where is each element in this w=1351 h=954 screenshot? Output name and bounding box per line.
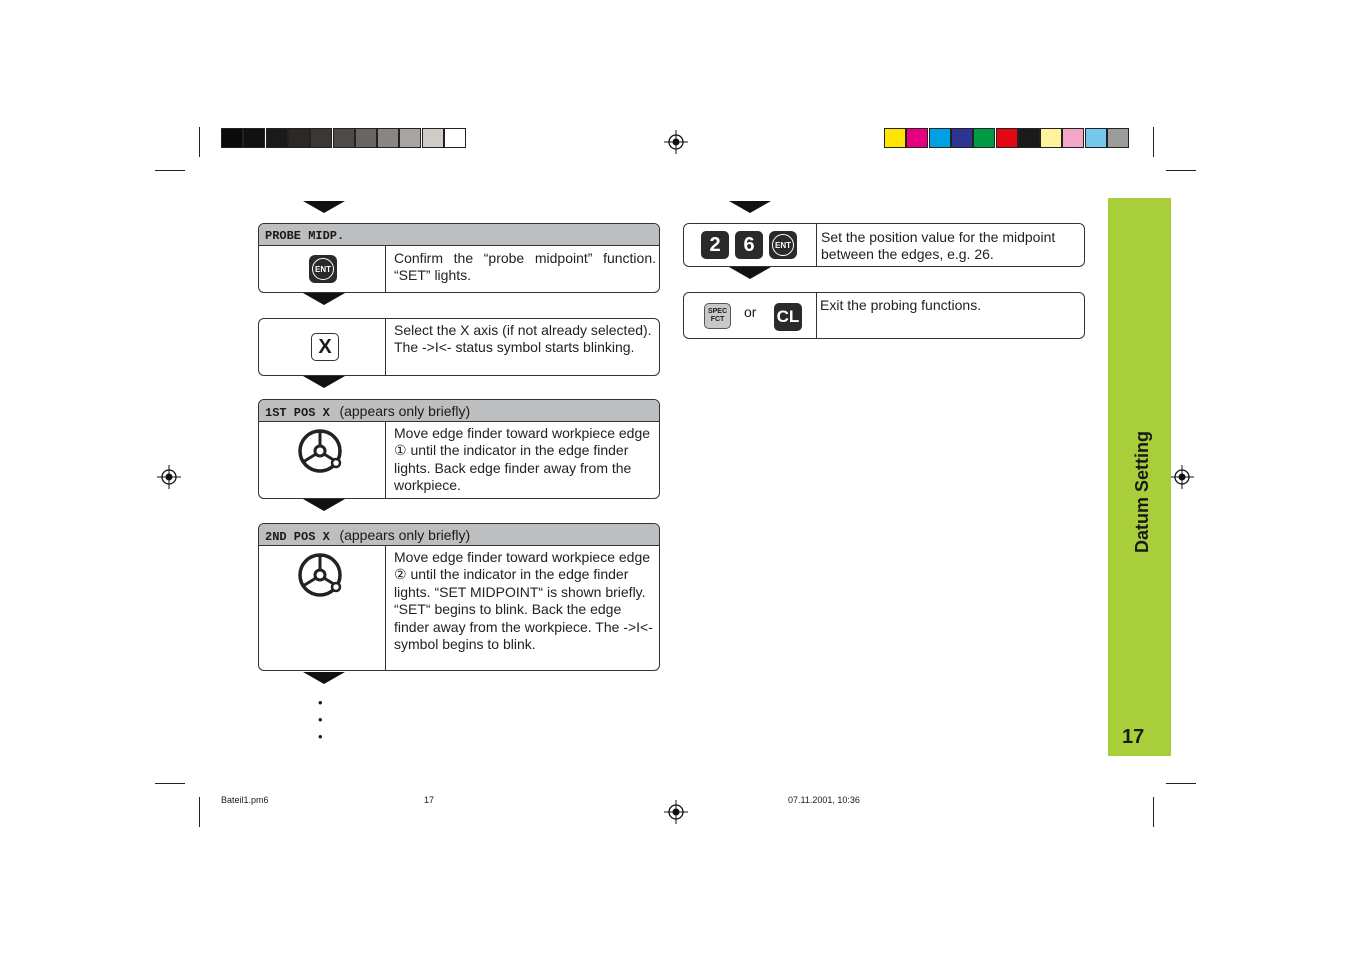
- color-swatch: [310, 128, 332, 148]
- handwheel-icon: [296, 551, 346, 601]
- flow-arrow-icon: [729, 267, 771, 279]
- color-swatch: [1040, 128, 1062, 148]
- color-swatch: [221, 128, 243, 148]
- color-swatch: [951, 128, 973, 148]
- display-note: (appears only briefly): [339, 527, 471, 543]
- handwheel-icon: [296, 427, 346, 477]
- divider: [816, 224, 817, 266]
- divider: [385, 546, 386, 670]
- color-swatch: [996, 128, 1018, 148]
- color-swatch: [1018, 128, 1040, 148]
- crop-mark: [199, 127, 200, 157]
- registration-mark-icon: [664, 130, 688, 154]
- color-swatch: [422, 128, 444, 148]
- step-text: Move edge finder toward workpiece edge ② until the indicator in the edge finder lights. “SET MIDPOINT“ is shown briefly. “SET“ begins to blink. Back the edge finder away from the workpiece. The ->I<- symbol begins to blink.: [394, 549, 653, 653]
- crop-mark: [1166, 783, 1196, 784]
- registration-mark-icon: [664, 800, 688, 824]
- flow-arrow-icon: [303, 201, 345, 213]
- step-text: Select the X axis (if not already selected). The ->I<- status symbol starts blinking.: [394, 322, 652, 356]
- ent-key-icon[interactable]: ENT: [769, 231, 797, 259]
- footer-page: 17: [424, 795, 435, 805]
- step-text: Exit the probing functions.: [820, 297, 982, 313]
- or-label: or: [744, 304, 757, 320]
- display-code: PROBE MIDP.: [265, 229, 345, 243]
- footer-timestamp: 07.11.2001, 10:36: [788, 795, 860, 805]
- color-swatch: [1062, 128, 1084, 148]
- registration-mark-icon: [157, 465, 181, 489]
- display-code: 1ST POS X: [265, 406, 330, 420]
- spec-fct-key[interactable]: SPEC FCT: [704, 303, 731, 329]
- side-tab: [1108, 198, 1171, 756]
- flow-arrow-icon: [303, 293, 345, 305]
- crop-mark: [155, 783, 185, 784]
- divider: [385, 319, 386, 375]
- display-note: (appears only briefly): [339, 403, 471, 419]
- step-set-midpoint-value: [683, 223, 1085, 267]
- digit-6-key[interactable]: 6: [735, 231, 763, 259]
- step-select-x-axis: [258, 318, 660, 376]
- side-tab-title: Datum Setting: [1132, 430, 1152, 553]
- footer-file: Bateil1.pm6: [221, 795, 269, 805]
- crop-mark: [1166, 170, 1196, 171]
- step-probe-midpoint: [258, 223, 660, 293]
- divider: [385, 422, 386, 498]
- crop-mark: [1153, 127, 1154, 157]
- ent-key-icon[interactable]: ENT: [309, 255, 337, 283]
- divider: [385, 246, 386, 292]
- step-text: Confirm the “probe midpoint” function. “SET” lights.: [394, 250, 656, 284]
- continuation-dots: • • •: [318, 695, 323, 744]
- color-swatch: [333, 128, 355, 148]
- step-second-position: [258, 523, 660, 671]
- color-swatch: [444, 128, 466, 148]
- color-swatch: [929, 128, 951, 148]
- crop-mark: [155, 170, 185, 171]
- color-swatch: [906, 128, 928, 148]
- color-swatch: [377, 128, 399, 148]
- color-swatch: [243, 128, 265, 148]
- divider: [816, 293, 817, 338]
- color-swatch: [288, 128, 310, 148]
- flow-arrow-icon: [303, 376, 345, 388]
- flow-arrow-icon: [303, 672, 345, 684]
- display-code: 2ND POS X: [265, 530, 330, 544]
- flow-arrow-icon: [729, 201, 771, 213]
- color-swatch: [884, 128, 906, 148]
- display-header: [259, 524, 659, 546]
- flow-arrow-icon: [303, 499, 345, 511]
- digit-2-key[interactable]: 2: [701, 231, 729, 259]
- display-header: [259, 224, 659, 246]
- crop-mark: [199, 797, 200, 827]
- display-header: [259, 400, 659, 422]
- step-text: Set the position value for the midpoint between the edges, e.g. 26.: [821, 229, 1056, 263]
- cl-key[interactable]: CL: [774, 303, 802, 331]
- crop-mark: [1153, 797, 1154, 827]
- step-exit-probing: [683, 292, 1085, 339]
- color-swatch: [973, 128, 995, 148]
- x-axis-key-icon[interactable]: X: [311, 333, 339, 361]
- color-swatch: [355, 128, 377, 148]
- color-swatch: [1107, 128, 1129, 148]
- registration-mark-icon: [1170, 465, 1194, 489]
- color-swatch: [266, 128, 288, 148]
- page-number: 17: [1122, 726, 1145, 748]
- color-swatch: [399, 128, 421, 148]
- color-swatch: [1085, 128, 1107, 148]
- step-text: Move edge finder toward workpiece edge ① until the indicator in the edge finder lights. Back edge finder away from the workpiece.: [394, 425, 651, 494]
- step-first-position: [258, 399, 660, 499]
